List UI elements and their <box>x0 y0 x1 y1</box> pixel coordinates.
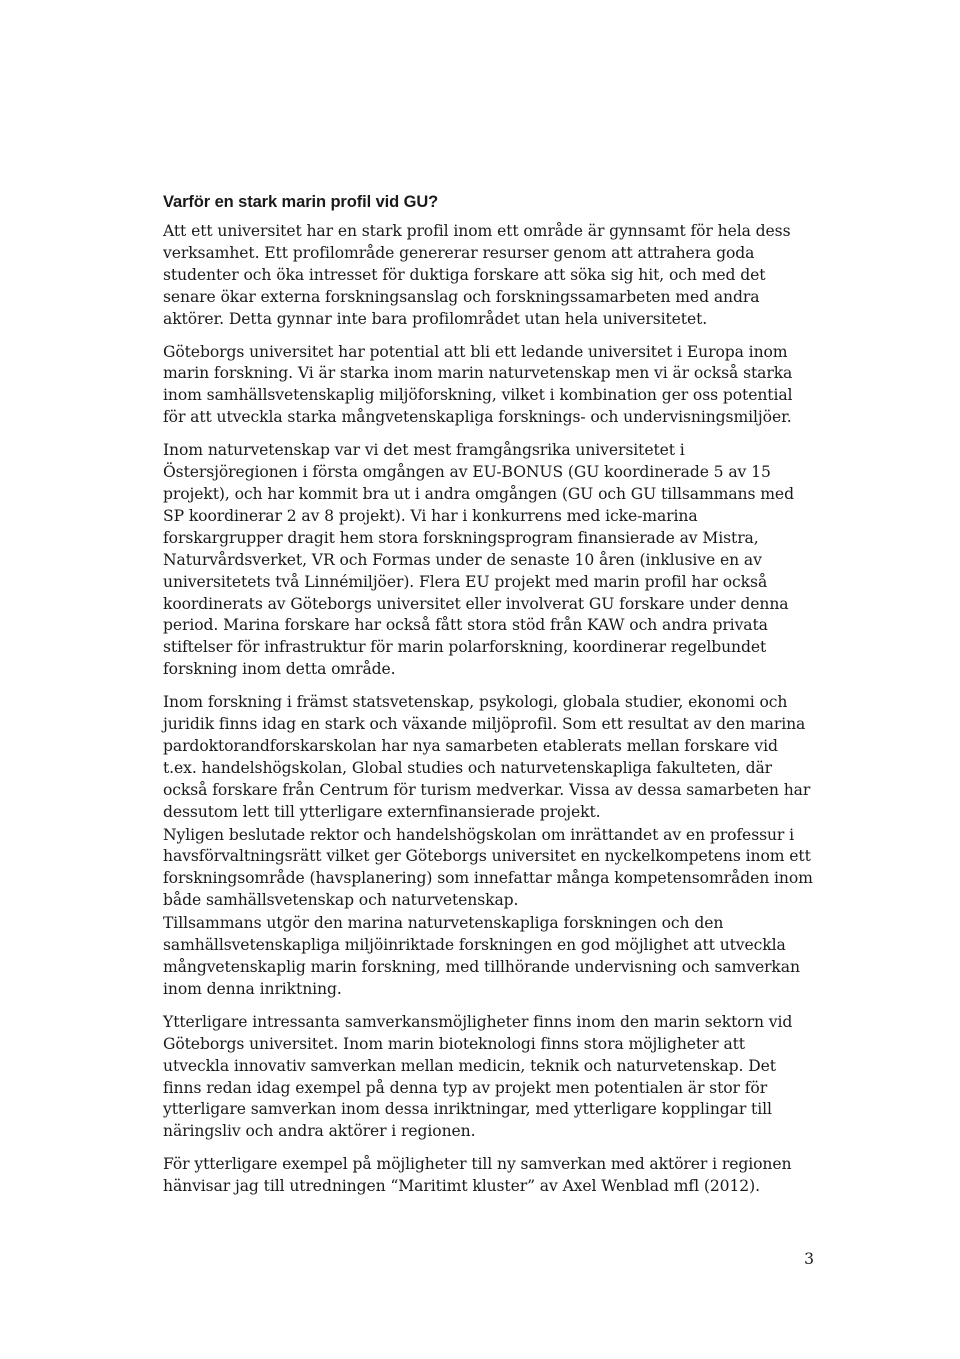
paragraph-professorship: Nyligen beslutade rektor och handelshögskolan om inrättandet av en professur i havsförvaltningsrätt vilket ger Göteborgs universitet en nyckelkompetens inom ett forskningsområde (havsplanering) som innefattar många kompetensområden inom både samhällsvetenskap och naturvetenskap. <box>163 825 813 910</box>
page-number: 3 <box>804 1250 814 1268</box>
paragraph-collaboration: Ytterligare intressanta samverkansmöjligheter finns inom den marin sektorn vid Göteborgs universitet. Inom marin bioteknologi finns stora möjligheter att utveckla innovativ samverkan mellan medicin, teknik och naturvetenskap. Det finns redan idag exempel på denna typ av projekt men potentialen är stor för ytterligare samverkan inom dessa inriktningar, med ytterligare kopplingar till näringsliv och andra aktörer i regionen. <box>163 1012 793 1141</box>
paragraph-gu-potential: Göteborgs universitet har potential att bli ett ledande universitet i Europa inom marin forskning. Vi är starka inom marin naturvetenskap men vi är också starka inom samhällsvetenskaplig miljöforskning, vilket i kombination ger oss potential för att utveckla starka mångvetenskapliga forsknings- och undervisningsmiljöer. <box>163 342 793 427</box>
document-body <box>163 191 813 1209</box>
paragraph-profile-benefits: Att ett universitet har en stark profil inom ett område är gynnsamt för hela dess verksamhet. Ett profilområde genererar resurser genom att attrahera goda studenter och öka intresset för duktiga forskare att söka sig hit, och med det senare ökar externa forskningsanslag och forskningssamarbeten med andra aktörer. Detta gynnar inte bara profilområdet utan hela universitetet. <box>163 222 791 328</box>
paragraph-social-science: Inom forskning i främst statsvetenskap, psykologi, globala studier, ekonomi och juridik finns idag en stark och växande miljöprofil. Som ett resultat av den marina pardoktorandforskarskolan har nya samarbeten etablerats mellan forskare vid t.ex. handelshögskolan, Global studies och naturvetenskapliga fakulteten, där också forskare från Centrum för turism medverkar. Vissa av dessa samarbeten har dessutom lett till ytterligare externfinansierade projekt. <box>163 693 811 821</box>
paragraph-further-examples: För ytterligare exempel på möjligheter till ny samverkan med aktörer i regionen hänvisar jag till utredningen “Maritimt kluster” av Axel Wenblad mfl (2012). <box>163 1155 792 1196</box>
paragraph-natural-science: Inom naturvetenskap var vi det mest framgångsrika universitetet i Östersjöregionen i första omgången av EU-BONUS (GU koordinerade 5 av 15 projekt), och har kommit bra ut i andra omgången (GU och GU tillsammans med SP koordinerar 2 av 8 projekt). Vi har i konkurrens med icke-marina forskargrupper dragit hem stora forskningsprogram finansierade av Mistra, Naturvårdsverket, VR och Formas under de senaste 10 åren (inklusive en av universitetets två Linnémiljöer). Flera EU projekt med marin profil har också koordinerats av Göteborgs universitet eller involverat GU forskare under denna period. Marina forskare har också fått stora stöd från KAW och andra privata stiftelser för infrastruktur för marin polarforskning, koordinerar regelbundet forskning inom detta område. <box>163 441 794 679</box>
paragraph-combined-research: Tillsammans utgör den marina naturvetenskapliga forskningen och den samhällsvetenskapliga miljöinriktade forskningen en god möjlighet att utveckla mångvetenskaplig marin forskning, med tillhörande undervisning och samverkan inom denna inriktning. <box>163 914 800 998</box>
section-heading: Varför en stark marin profil vid GU? <box>163 193 439 211</box>
